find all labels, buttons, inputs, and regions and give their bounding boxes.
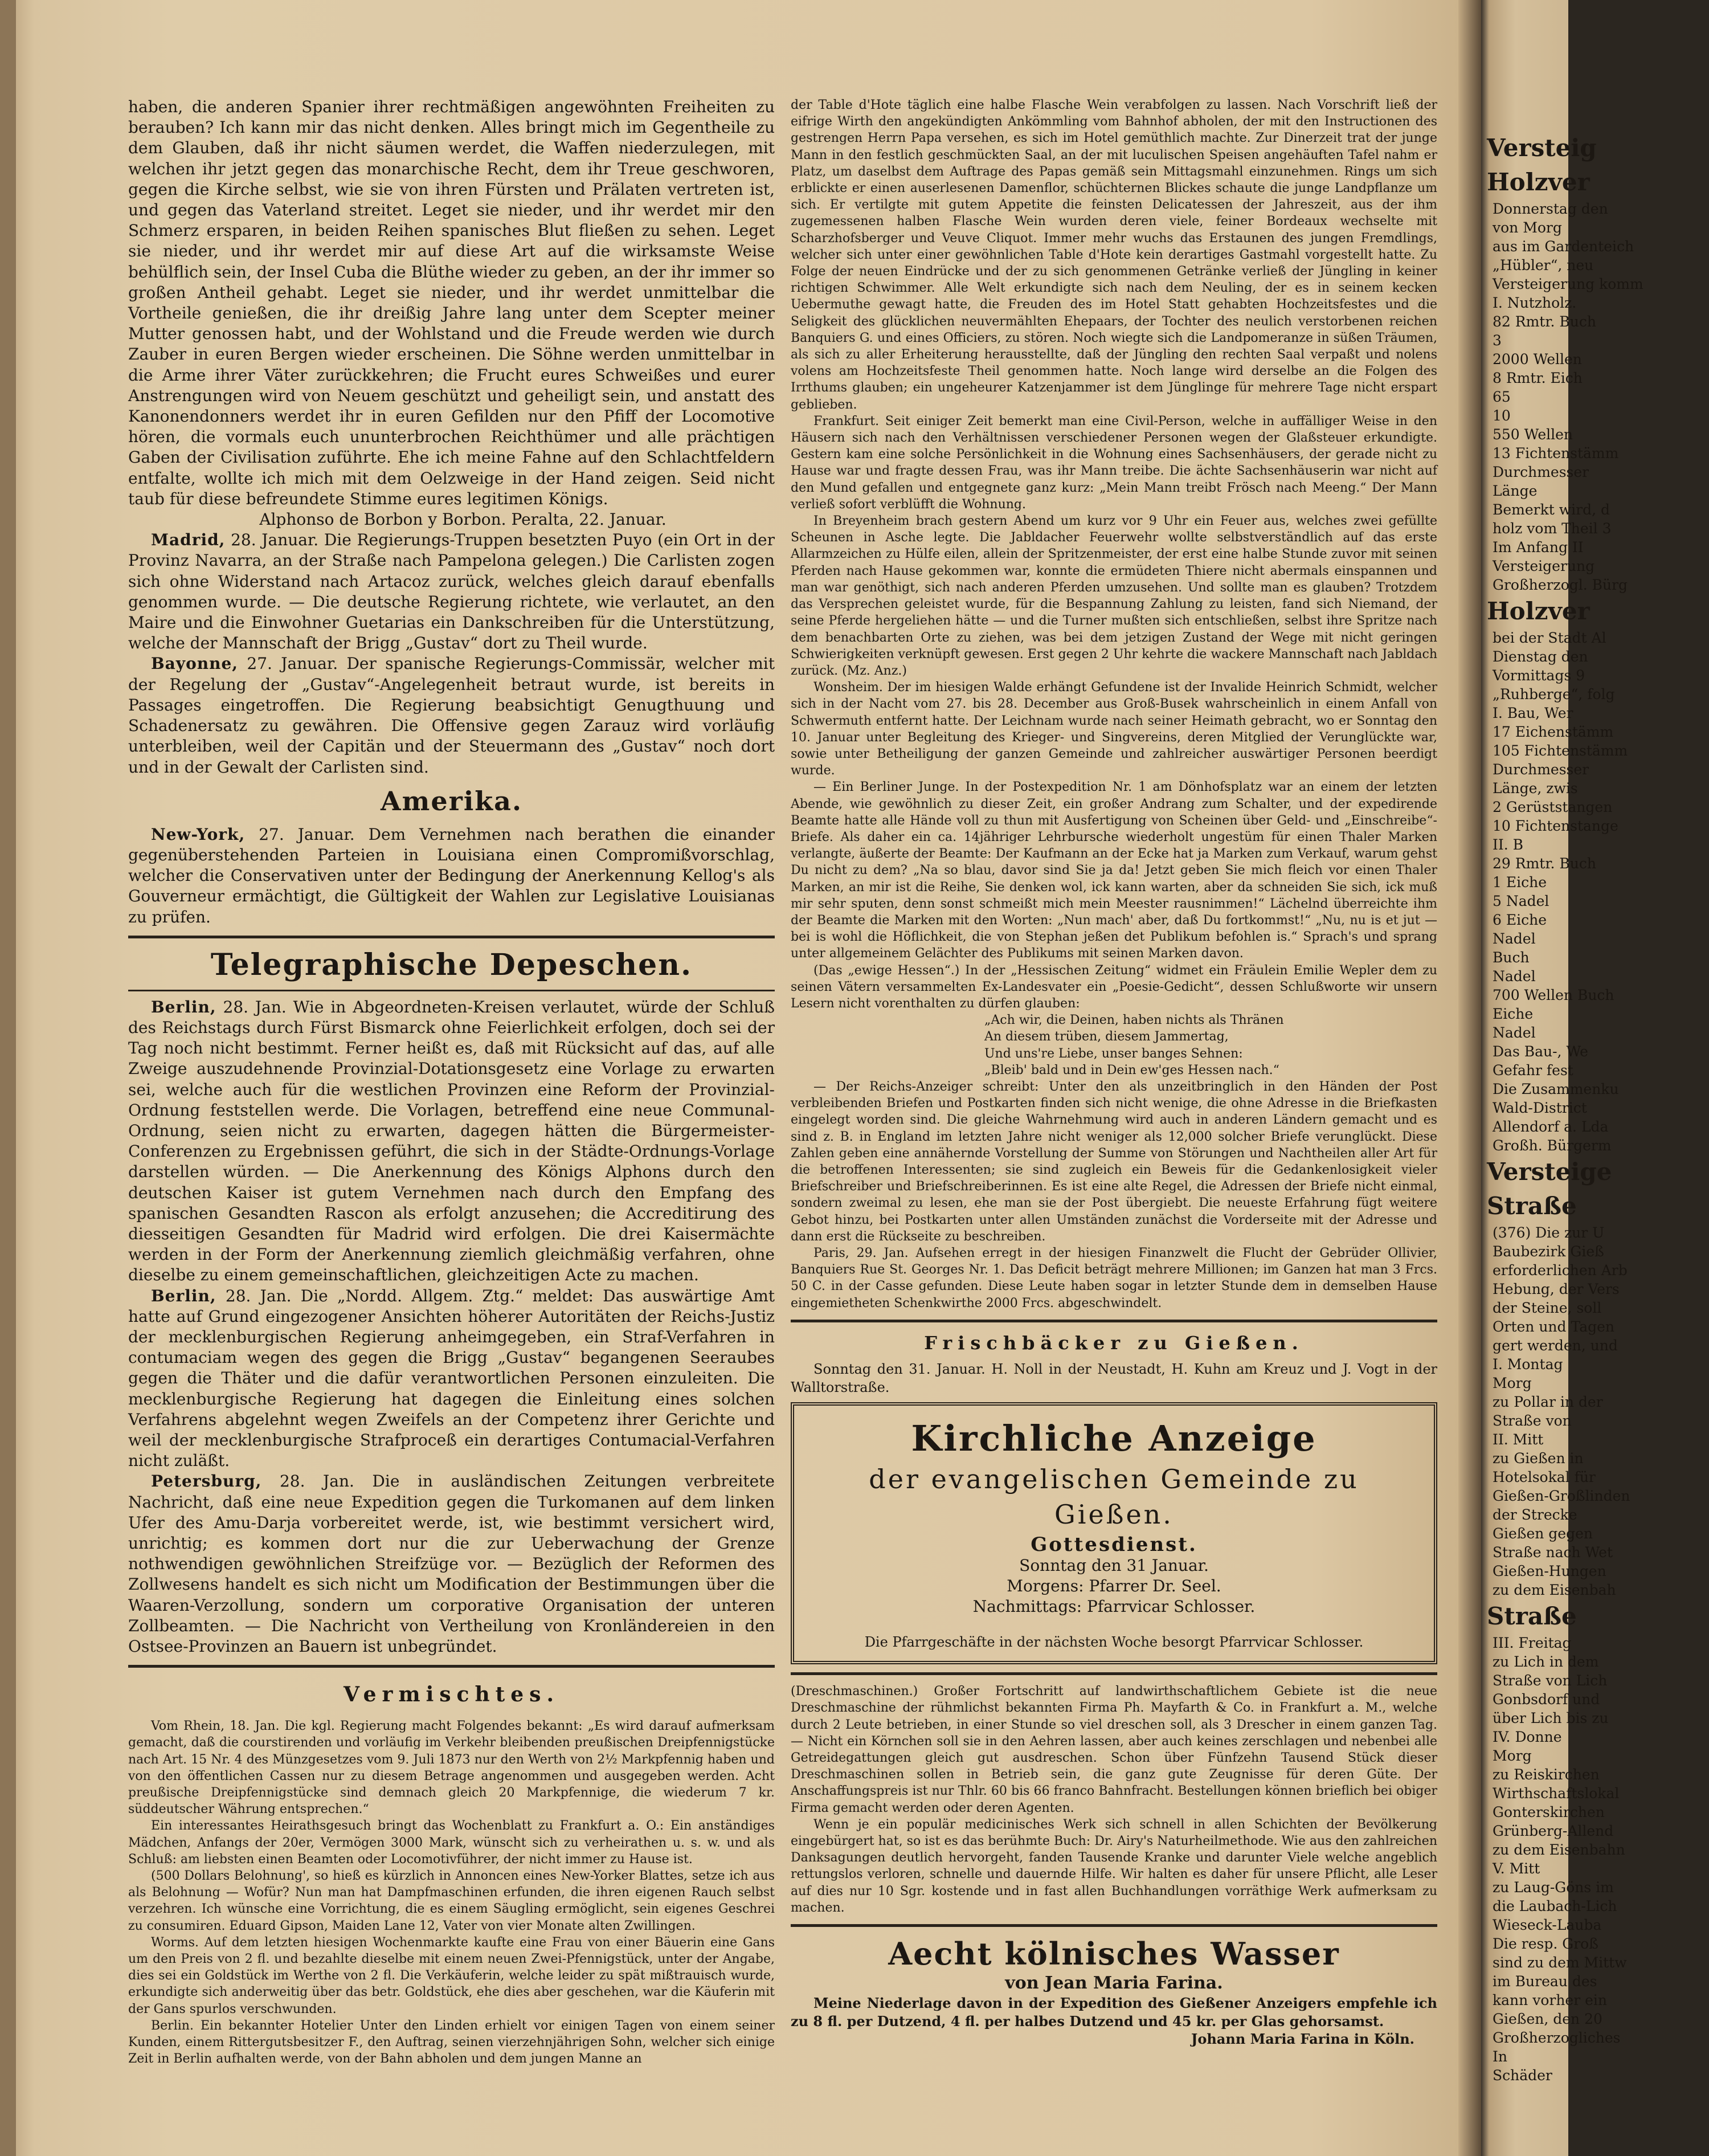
adjacent-page-line: zu Reiskirchen <box>1493 1766 1600 1783</box>
news-item: Ein interessantes Heirathsgesuch bringt das Wochenblatt zu Frankfurt a. O.: Ein anständiges Mädchen, Anfangs der 20er, Vermögen 3000 Mark, wünscht sich zu verheirathen u. s. w. und als Schluß: am liebsten einen Beamten oder Locomotivführer, der nicht immer zu Hause ist. <box>128 1819 775 1867</box>
adjacent-page-line: II. Mitt <box>1493 1431 1544 1448</box>
adjacent-page-line: 700 Wellen Buch <box>1493 987 1614 1003</box>
adjacent-page-line: I. Montag <box>1493 1356 1563 1373</box>
adjacent-page-line: Orten und Tagen <box>1493 1318 1615 1335</box>
adjacent-page-line: zu dem Eisenbah <box>1493 1582 1616 1598</box>
adjacent-page-line: Gießen-Großlinden <box>1493 1488 1630 1504</box>
news-item: (Das „ewige Hessen“.) In der „Hessischen Zeitung“ widmet ein Fräulein Emilie Wepler dem zu seinen Vätern versammelten Ex-Landesvater ein „Poesie-Gedicht“, dessen Schlußworte wir unsern Lesern nicht vorenthalten zu dürfen glauben: <box>791 963 1437 1011</box>
news-item: — Der Reichs-Anzeiger schreibt: Unter den als unzeitbringlich in den Händen der Post verbleibenden Briefen und Postkarten finden sich nicht wenige, die ohne Adresse in die Briefkasten eingelegt worden sind. Die gleiche Wahrnehmung wird auch in anderen Ländern gemacht und es sind z. B. in England im letzten Jahre nicht weniger als 12,000 solcher Briefe verunglückt. Diese Zahlen geben eine annähernde Vorstellung der Summe von Störungen und Nachtheilen aller Art für die betroffenen Interessenten; sie sind zugleich ein Beweis für die Gedankenlosigkeit vieler Briefschreiber und Briefschreiberinnen. Es ist eine alte Regel, die Adressen der Briefe nicht einmal, sondern zweimal zu lesen, ehe man sie der Post übergiebt. Die neueste Erfahrung fügt weitere Gebot hinzu, bei Postkarten unter allen Umständen zunächst die Vorderseite mit der Adresse und dann erst die Rückseite zu beschreiben. <box>791 1079 1437 1244</box>
news-item: Berlin. Ein bekannter Hotelier Unter den Linden erhielt vor einigen Tagen von einem seiner Kunden, einem Rittergutsbesitzer F., den Auftrag, seinen vierzehnjährigen Sohn, welcher sich einige Zeit in Berlin aufhalten werde, von der Bahn abholen und dem jungen Manne an <box>128 2018 775 2067</box>
adjacent-page-line: Vormittags 9 <box>1493 667 1585 684</box>
section-heading-amerika: Amerika. <box>380 785 523 816</box>
advertisement-wasser-title: Aecht kölnisches Wasser <box>888 1936 1340 1973</box>
adjacent-page-line: (376) Die zur U <box>1493 1224 1605 1241</box>
news-item: Frankfurt. Seit einiger Zeit bemerkt man eine Civil-Person, welche in auffälliger Weise in den Häusern sich nach den Verhältnissen verschiedener Personen wegen der Glaßsteuer erkundigte. Gestern kam eine solche Persönlichkeit in die Wohnung eines Sachsenhäusers, der gerade nicht zu Hause war und fragte dessen Frau, was ihr Mann treibe. Die ächte Sachsenhäuserin war nicht auf den Mund gefallen und entgegnete ganz kurz: „Mein Mann treibt Frösch nach Meeng.“ Der Mann verließ sofort verblüfft die Wohnung. <box>791 414 1437 512</box>
adjacent-page-line: Straße von Lich <box>1493 1672 1608 1689</box>
adjacent-page-line: 10 Fichtenstange <box>1493 818 1618 834</box>
adjacent-page-strip <box>1481 0 1643 2156</box>
adjacent-page-line: 550 Wellen <box>1493 426 1573 443</box>
adjacent-page-line: Dienstag den <box>1493 648 1588 665</box>
adjacent-page-line: Nadel <box>1493 968 1536 985</box>
adjacent-page-line: Baubezirk Gieß <box>1493 1243 1604 1260</box>
adjacent-page-line: Länge, zwis <box>1493 780 1578 797</box>
adjacent-page-line: Bemerkt wird, d <box>1493 501 1610 518</box>
news-item: — Ein Berliner Junge. In der Postexpedition Nr. 1 am Dönhofsplatz war an einem der letzten Abende, wie gewöhnlich zu dieser Zeit, ein großer Andrang zum Schalter, und der expedirende Beamte hatte alle Hände voll zu thun mit Ausfertigung von Scheinen über Geld- und „Einschreibe“-Briefe. Als daher ein ca. 14jähriger Lehrbursche wiederholt ungestüm für einen Thaler Marken verlangte, äußerte der Beamte: Der Kaufmann an der Ecke hat ja Marken zum Verkauf, warum gehst Du nicht zu dem? „Na so blau, davor sind Sie ja da! Jetzt geben Sie mich fleich vor einen Thaler Marken, an mir ist die Reihe, Sie denken wol, ick kann warten, aber da schneiden Sie sich, ick muß mir sehr sputen, denn sonst schmeißt mich mein Meester rausnimmen!“ Lächelnd überreichte ihm der Beamte die Marken mit den Worten: „Nun mach' aber, daß Du fortkommst!“ „Nu, nu is et jut — bei is wohl die Höflichkeit, die von Stephan jeßen det Publikum befohlen is.“ Sprach's und sprang unter allgemeinem Gelächter des Publikums mit seinen Marken davon. <box>791 780 1437 961</box>
dispatch-text: 28. Jan. Wie in Abgeordneten-Kreisen verlautet, würde der Schluß des Reichstags durch Fürst Bismarck ohne Feierlichkeit erfolgen, doch sei der Tag noch nicht bestimmt. Ferner heißt es, daß mit Rücksicht auf das, auf alle Zweige auszudehnende Provinzial-Dotationsgesetz eine Vorlage zu erwarten sei, welche auch für die westlichen Provinzen eine Reform der Provinzial-Ordnung feststellen werde. Die Vorlagen, betreffend eine neue Communal-Ordnung, seien nicht zu erwarten, dagegen hätten die Bürgermeister-Conferenzen zu Ergebnissen geführt, die sich in der Städte-Ordnungs-Vorlage darstellen würden. — Die Anerkennung des Königs Alphons durch den deutschen Kaiser ist gutem Vernehmen nach durch den Empfang des spanischen Gesandten Rascon als erfolgt anzusehen; die Accreditirung des diesseitigen Gesandten für Madrid wird erfolgen. Die drei Kaisermächte werden in der Form der Anerkennung ziemlich gleichmäßig verfahren, ohne dieselbe zu einem gemeinschaftlichen, gleichzeitigen Acte zu machen. <box>128 997 775 1285</box>
service-heading: Gottesdienst. <box>1031 1533 1197 1556</box>
news-item: der Table d'Hote täglich eine halbe Flasche Wein verabfolgen zu lassen. Nach Vorschrift ließ der eifrige Wirth den angekündigten Ankömmling vom Bahnhof abholen, der mit den Instructionen des gestrengen Herrn Papa versehen, es sich im Hotel gemüthlich machte. Zur Dinerzeit trat der junge Mann in den festlich geschmückten Saal, an der mit luculischen Speisen angehäuften Tafel nahm er Platz, um daselbst dem Auftrage des Papas gemäß sein Mittagsmahl einzunehmen. Rings um sich erblickte er einen auserlesenen Damenflor, schüchternen Blickes schaute die junge Landpflanze um sich. Er vertilgte mit gutem Appetite die feinsten Delicatessen der Jahreszeit, aus der ihm zugemessenen halben Flasche Wein wurden deren viele, feiner Bordeaux wechselte mit Scharzhofsberger und Veuve Cliquot. Immer mehr wuchs das Erstaunen des jungen Fremdlings, welcher sich unter einer gewöhnlichen Table d'Hote kein derartiges Gastmahl vorgestellt hatte. Zu Folge der neuen Eindrücke und der zu sich genommenen Getränke verließ der Jüngling in keiner richtigen Schwimmer. Alle Welt erkundigte sich nach dem Neuling, der es in seinem kecken Uebermuthe gewagt hatte, die Freuden des im Hotel Statt gehabten Hochzeitsfestes und die Seligkeit des glücklichen neuvermählten Ehepaars, der Tochter des neulich verstorbenen reichen Banquiers G. und eines Officiers, zu stören. Noch wiegte sich die Landpomeranze in süßen Träumen, als sich zu aller Erheiterung herausstellte, daß der Jüngling den rechten Saal verpaßt und nolens volens am Hochzeitsfeste Theil genommen hatte. Noch lange wird derselbe an die Folgen des Irrthums glauben; ein ungeheurer Katzenjammer ist dem Jünglinge für mehrere Tage nicht erspart geblieben. <box>791 98 1437 412</box>
adjacent-page-heading: Holzver <box>1487 597 1590 625</box>
page-gutter-shadow <box>1458 0 1481 2156</box>
adjacent-page-line: Wieseck-Lauba <box>1493 1917 1602 1933</box>
adjacent-page-line: In <box>1493 2048 1507 2065</box>
adjacent-page-line: Straße von <box>1493 1412 1572 1429</box>
poem-line: „Ach wir, die Deinen, haben nichts als Thränen <box>984 1013 1284 1028</box>
column-right <box>791 97 1437 2047</box>
adjacent-page-line: Straße nach Wet <box>1493 1544 1613 1561</box>
adjacent-page-line: II. B <box>1493 836 1524 853</box>
dispatch-berlin <box>128 997 775 1286</box>
adjacent-page-line: Gießen, den 20 <box>1493 2011 1602 2027</box>
church-notice-title: Kirchliche Anzeige <box>911 1417 1317 1459</box>
adjacent-page-line: 10 <box>1493 407 1511 424</box>
adjacent-page-line: aus im Gardenteich <box>1493 238 1634 255</box>
news-item: Worms. Auf dem letzten hiesigen Wochenmarkte kaufte eine Frau von einer Bäuerin eine Gans um den Preis von 2 fl. und bezahlte dieselbe mit einem neuen Zwei-Pfennigstück, unter der Angabe, dies sei ein Goldstück im Werthe von 2 fl. Die Verkäuferin, welche leider zu spät mißtrauisch wurde, erkundigte sich anderweitig über das betr. Goldstück, ehe dies aber geschehen, war die Käuferin mit der Gans spurlos verschwunden. <box>128 1935 775 2016</box>
adjacent-page-line: bei der Stadt Al <box>1493 630 1606 646</box>
article-signature: Alphonso de Borbon y Borbon. Peralta, 22. Januar. <box>259 510 667 529</box>
service-morning: Morgens: Pfarrer Dr. Seel. <box>1007 1577 1221 1596</box>
adjacent-page-line: erforderlichen Arb <box>1493 1262 1628 1279</box>
adjacent-page-line: holz vom Theil 3 <box>1493 520 1612 537</box>
church-notice-footer: Die Pfarrgeschäfte in der nächsten Woche besorgt Pfarrvicar Schlosser. <box>864 1634 1364 1651</box>
dispatch-place: Petersburg, <box>151 1472 262 1491</box>
adjacent-page-line: Donnerstag den <box>1493 201 1608 217</box>
adjacent-page-line: Durchmesser <box>1493 464 1589 480</box>
page-binding-edge <box>0 0 16 2156</box>
adjacent-page-heading: Straße <box>1487 1602 1577 1630</box>
adjacent-page-line: 65 <box>1493 389 1511 405</box>
dispatch-bayonne <box>128 654 775 777</box>
adjacent-page-line: im Bureau des <box>1493 1973 1597 1990</box>
adjacent-page-line: 6 Eiche <box>1493 912 1547 928</box>
adjacent-page-line: zu Pollar in der <box>1493 1394 1603 1410</box>
adjacent-page-line: Versteigerung <box>1493 558 1595 574</box>
adjacent-page-line: zu Laug-Göns im <box>1493 1879 1614 1896</box>
adjacent-page-line: 5 Nadel <box>1493 893 1549 909</box>
adjacent-page-line: Allendorf a. Lda <box>1493 1118 1609 1135</box>
adjacent-page-line: 1 Eiche <box>1493 874 1547 891</box>
dispatch-place: Madrid, <box>151 530 226 550</box>
adjacent-page-line: I. Nutzholz. <box>1493 295 1577 311</box>
dispatch-text: 27. Januar. Der spanische Regierungs-Commissär, welcher mit der Regelung der „Gustav“-Angelegenheit betraut wurde, ist bereits in Passages eingetroffen. Die Regierung beabsichtigt Genugthuung und Schadenersatz zu gewähren. Die Offensive gegen Zarauz wird vorläufig unterbleiben, weil der Capitän und der Steuermann des „Gustav“ noch dort und in der Gewalt der Carlisten sind. <box>128 654 775 777</box>
adjacent-page-line: Buch <box>1493 949 1530 966</box>
adjacent-page-line: 82 Rmtr. Buch <box>1493 313 1597 330</box>
adjacent-page-line: Gonbsdorf und <box>1493 1691 1600 1708</box>
dispatch-text: 28. Jan. Die „Nordd. Allgem. Ztg.“ meldet: Das auswärtige Amt hatte auf Grund eingezogener Ansichten höherer Autoritäten der Reichs-Justiz der mecklenburgischen Regierung anheimgegeben, ein Straf-Verfahren in contumaciam wegen des gegen die Brigg „Gustav“ begangenen Seeraubes gegen die Thäter und die dafür verantwortlichen Personen einzuleiten. Die mecklenburgische Regierung hat dagegen die Einleitung eines solchen Verfahrens abgelehnt wegen Zweifels an der Competenz ihrer Gerichte und weil der mecklenburgische Strafproceß ein derartiges Contumacial-Verfahren nicht zuläßt. <box>128 1286 775 1471</box>
adjacent-page-line: zu dem Eisenbahn <box>1493 1841 1625 1858</box>
adjacent-page-heading: Holzver <box>1487 168 1590 196</box>
advertisement-dreschmaschinen: (Dreschmaschinen.) Großer Fortschritt auf landwirthschaftlichem Gebiete ist die neue Dreschmaschine der rühmlichst bekannten Firma Ph. Mayfarth & Co. in Frankfurt a. M., welche durch 2 Leute betrieben, in einer Stunde so viel dreschen soll, als 3 Drescher in einem ganzen Tag. — Nicht ein Körnchen soll sie in den Aehren lassen, aber auch keines zerschlagen und nebenbei alle Getreidegattungen gleich gut ausdreschen. Schon über Fünfzehn Tausend Stück dieser Dreschmaschinen sollen in Betrieb sein, die ganz gute Zeugnisse für deren Güte. Der Anschaffungspreis ist nur Thlr. 60 bis 66 franco Bahnfracht. Bestellungen können brieflich bei obiger Firma gemacht werden oder deren Agenten. <box>791 1684 1437 1815</box>
adjacent-page-line: Eiche <box>1493 1006 1534 1022</box>
news-item: Vom Rhein, 18. Jan. Die kgl. Regierung macht Folgendes bekannt: „Es wird darauf aufmerksam gemacht, daß die courstirenden und vorläufig im Verkehr bleibenden preußischen Dreipfennigstücke nach Art. 15 Nr. 4 des Münzgesetzes vom 9. Juli 1873 nur den Werth von 2½ Markpfennig haben und von den öffentlichen Cassen nur zu diesem Betrage angenommen und ausgegeben werden. Acht preußische Dreipfennigstücke sind demnach gleich 20 Markpfennige, die wiederum 7 kr. süddeutscher Währung entsprechen.“ <box>128 1719 775 1817</box>
adjacent-page-line: Gießen-Hungen <box>1493 1563 1606 1579</box>
adjacent-page-line: der Strecke <box>1493 1506 1577 1523</box>
adjacent-page-line: „Hübler“, neu <box>1493 257 1594 273</box>
dispatch-berlin <box>128 1286 775 1472</box>
adjacent-page-line: der Steine, soll <box>1493 1300 1602 1316</box>
news-item: (500 Dollars Belohnung', so hieß es kürzlich in Annoncen eines New-Yorker Blattes, setze ich aus als Belohnung — Wofür? Nun man hat Dampfmaschinen erfunden, die ihren eigenen Rauch selbst verzehren. Ich wünsche eine Vorrichtung, die es einem Säugling ermöglicht, sein eigenes Geschrei zu consumiren. Eduard Gipson, Maiden Lane 12, Vater von vier Monate alten Zwillingen. <box>128 1869 775 1933</box>
section-divider <box>791 1320 1437 1322</box>
adjacent-page-line: 105 Fichtenstämm <box>1493 742 1628 759</box>
adjacent-page-line: Durchmesser <box>1493 761 1589 778</box>
dispatch-text: 28. Jan. Die in ausländischen Zeitungen verbreitete Nachricht, daß eine neue Expedition gegen die Turkomanen auf dem linken Ufer des Amu-Darja vorbereitet werde, ist, wie bestimmt versichert wird, unrichtig; es kommen dort nur die zur Ueberwachung der Grenze nothwendigen gewöhnlichen Streifzüge vor. — Bezüglich der Reformen des Zollwesens handelt es sich nicht um Modification der Bestimmungen über die Waaren-Verzollung, sondern um corporative Organisation der unteren Zollbeamten. — Die Nachricht von Vertheilung von Kronländereien in den Ostsee-Provinzen an Bauern ist unbegründet. <box>128 1472 775 1656</box>
advertisement-wasser-sign: Johann Maria Farina in Köln. <box>1191 2031 1414 2048</box>
adjacent-page-heading: Versteig <box>1487 134 1597 162</box>
dispatch-place: Berlin, <box>151 997 216 1016</box>
adjacent-page-line: Großh. Bürgerm <box>1493 1137 1612 1154</box>
adjacent-page-line: V. Mitt <box>1493 1860 1540 1877</box>
bakery-notice: Sonntag den 31. Januar. H. Noll in der Neustadt, H. Kuhn am Kreuz und J. Vogt in der Walltorstraße. <box>791 1361 1437 1395</box>
adjacent-page-line: „Ruhberge“, folg <box>1493 686 1615 703</box>
adjacent-page-line: IV. Donne <box>1493 1729 1562 1745</box>
adjacent-page-line: 17 Eichenstämm <box>1493 724 1614 740</box>
news-item: In Breyenheim brach gestern Abend um kurz vor 9 Uhr ein Feuer aus, welches zwei gefüllte Scheunen in Asche legte. Die Jabldacher Feuerwehr wollte selbstverständlich auf das erste Allarmzeichen zu Hülfe eilen, allein der Spritzenmeister, der erst eine halbe Stunde zuvor mit seinen Pferden nach Hause gekommen war, konnte die ermüdeten Thiere nicht abermals einspannen und man war genöthigt, sich nach anderen Pferden umzusehen. Und sollte man es glauben? Trotzdem das Versprechen geleistet wurde, für die Bespannung Zahlung zu leisten, fand sich Niemand, der seine Pferde hergeliehen hätte — und die Turner mußten sich entschließen, selbst ihre Spritze nach dem benachbarten Orte zu ziehen, was bei dem jetzigen Zustand der Wege mit nicht geringen Schwierigkeiten verknüpft gewesen. Erst gegen 2 Uhr kehrte die wackere Mannschaft nach Jabldach zurück. (Mz. Anz.) <box>791 514 1437 678</box>
adjacent-page-line: die Laubach-Lich <box>1493 1898 1617 1914</box>
advertisement-airy: Wenn je ein populär medicinisches Werk sich schnell in allen Schichten der Bevölkerung eingebürgert hat, so ist es das berühmte Buch: Dr. Airy's Naturheilmethode. Wie aus den zahlreichen Danksagungen deutlich hervorgeht, fanden Tausende Kranke und darunter Viele welche angeblich rettungslos verloren, schnelle und dauernde Hilfe. Wir halten es daher für unsere Pflicht, alle Leser auf dies nur 10 Sgr. kostende und in fast allen Buchhandlungen vorräthige Werk aufmerksam zu machen. <box>791 1817 1437 1915</box>
news-item: Paris, 29. Jan. Aufsehen erregt in der hiesigen Finanzwelt die Flucht der Gebrüder Ollivier, Banquiers Rue St. Georges Nr. 1. Das Deficit beträgt mehrere Millionen; im Ganzen hat man 3 Frcs. 50 C. in der Casse gefunden. Diese Leute haben sogar in letzter Stunde dem in demselben Hause eingemietheten Schenkwirthe 2000 Frcs. abgeschwindelt. <box>791 1246 1437 1310</box>
adjacent-page-line: Nadel <box>1493 1024 1536 1041</box>
adjacent-page-line: Die resp. Groß <box>1493 1936 1598 1952</box>
section-heading-frischbacker: Frischbäcker zu Gießen. <box>924 1332 1304 1354</box>
dispatch-madrid <box>128 530 775 654</box>
dispatch-newyork <box>128 824 775 928</box>
section-heading-vermischtes: Vermischtes. <box>344 1683 559 1707</box>
adjacent-page-line: Wirthschaftslokal <box>1493 1785 1620 1802</box>
adjacent-page-line: 29 Rmtr. Buch <box>1493 855 1597 872</box>
news-item: Wonsheim. Der im hiesigen Walde erhängt Gefundene ist der Invalide Heinrich Schmidt, welcher sich in der Nacht vom 27. bis 28. December aus Groß-Busek wahrscheinlich in einem Anfall von Schwermuth entfernt hatte. Der Leichnam wurde nach seiner Heimath gebracht, wo er Sonntag den 10. Januar unter Begleitung des Krieger- und Singvereins, deren Mitglied der Verunglückte war, sowie unter Betheiligung der ganzen Gemeinde und zahlreicher auswärtiger Personen beerdigt wurde. <box>791 680 1437 778</box>
adjacent-page-line: Großherzogl. Bürg <box>1493 577 1628 593</box>
adjacent-page-line: Gonterskirchen <box>1493 1804 1605 1820</box>
adjacent-page-line: Das Bau-, We <box>1493 1043 1588 1060</box>
adjacent-page-line: Wald-District <box>1493 1100 1587 1116</box>
adjacent-page-line: 3 <box>1493 332 1502 349</box>
dispatch-place: Berlin, <box>151 1286 216 1305</box>
adjacent-page-line: 2 Gerüststangen <box>1493 799 1613 815</box>
adjacent-page-line: Morg <box>1493 1375 1532 1391</box>
adjacent-page-line: über Lich bis zu <box>1493 1710 1609 1726</box>
adjacent-page-line: Gießen gegen <box>1493 1525 1593 1542</box>
church-notice-box <box>791 1402 1437 1664</box>
advertisement-wasser-from: von Jean Maria Farina. <box>1005 1973 1223 1994</box>
section-divider <box>128 1665 775 1668</box>
poem-line: Und uns're Liebe, unser banges Sehnen: <box>984 1046 1243 1061</box>
church-notice-subtitle: der evangelischen Gemeinde zu Gießen. <box>869 1463 1359 1530</box>
service-date: Sonntag den 31 Januar. <box>1019 1556 1209 1575</box>
adjacent-page-line: Schäder <box>1493 2067 1552 2084</box>
section-divider <box>791 1672 1437 1675</box>
adjacent-page-heading: Versteige <box>1487 1158 1612 1186</box>
section-heading-telegraph: Telegraphische Depeschen. <box>210 947 693 982</box>
adjacent-page-line: Morg <box>1493 1747 1532 1764</box>
adjacent-page-line: gert werden, und <box>1493 1337 1618 1354</box>
adjacent-page-line: Grünberg-Allend <box>1493 1823 1614 1839</box>
adjacent-page-line: Versteigerung komm <box>1493 276 1643 292</box>
adjacent-page-line: zu Lich in dem <box>1493 1653 1599 1670</box>
adjacent-page-line: I. Bau, Wer <box>1493 705 1573 721</box>
adjacent-page-line: III. Freitag <box>1493 1635 1572 1651</box>
adjacent-page-line: Nadel <box>1493 930 1536 947</box>
adjacent-page-line: von Morg <box>1493 219 1562 236</box>
article-paragraph: haben, die anderen Spanier ihrer rechtmäßigen angewöhnten Freiheiten zu berauben? Ich kann mir das nicht denken. Alles bringt mich im Gegentheile zu dem Glauben, daß ihr nicht säumen werdet, die Waffen niederzulegen, mit welchen ihr jetzt gegen das monarchische Recht, dem ihr Treue geschworen, gegen die Kirche selbst, wie sie von ihren Fürsten und Prälaten vertreten ist, und gegen das Vaterland streitet. Leget sie nieder, und ihr werdet mir den Schmerz ersparen, in beiden Reihen spanisches Blut fließen zu sehen. Leget sie nieder, und ihr werdet mir auf diese Art auf die wirksamste Weise behülflich sein, der Insel Cuba die Blüthe wieder zu geben, an der ihr immer so großen Antheil gehabt. Leget sie nieder, und ihr werdet unmittelbar die Vortheile genießen, die ihr dreißig Jahre lang unter dem Scepter meiner Mutter genossen habt, und der Wohlstand und die Freude werden wie durch Zauber in euren Bergen wieder erscheinen. Die Söhne werden unmittelbar in die Arme ihrer Väter zurückkehren; die Frucht eures Schweißes und eurer Anstrengungen wird von Neuem geschützt und geheiligt sein, und anstatt des Kanonendonners werdet ihr in euren Gefilden nur den Pfiff der Locomotive hören, die vormals euch ununterbrochen Reichthümer und alle prächtigen Gaben der Civilisation zuführte. Ehe ich meine Fahne auf den Schlachtfeldern entfalte, wollte ich mich mit dem Oelzweige in der Hand zeigen. Seid nicht taub für diese befreundete Stimme eures legitimen Königs. <box>128 97 775 508</box>
adjacent-page-line: kann vorher ein <box>1493 1992 1608 2008</box>
adjacent-page-line: Hebung, der Vers <box>1493 1281 1620 1297</box>
dispatch-text: 28. Januar. Die Regierungs-Truppen besetzten Puyo (ein Ort in der Provinz Navarra, an der Straße nach Pampelona gelegen.) Die Carlisten zogen sich ohne Widerstand nach Artacoz zurück, welches gleich darauf ebenfalls genommen wurde. — Die deutsche Regierung richtete, wie verlautet, an den Maire und die Einwohner Guetarias ein Dankschreiben für die Unterstützung, welche der Mannschaft der Brigg „Gustav“ dort zu Theil wurde. <box>128 530 775 653</box>
adjacent-page-line: Die Zusammenku <box>1493 1081 1619 1097</box>
adjacent-page-line: Hotelsokal für <box>1493 1469 1596 1485</box>
adjacent-page-line: Gefahr fest <box>1493 1062 1573 1079</box>
adjacent-page-heading: Straße <box>1487 1192 1577 1220</box>
service-afternoon: Nachmittags: Pfarrvicar Schlosser. <box>972 1597 1256 1616</box>
dispatch-place: Bayonne, <box>151 654 239 673</box>
dispatch-text: 27. Januar. Dem Vernehmen nach berathen die einander gegenüberstehenden Parteien in Louisiana einen Compromißvorschlag, welcher die Conservativen unter der Bedingung der Anerkennung Kellog's als Gouverneur ermächtigt, die Gültigkeit der Wahlen zur Legislative Louisianas zu prüfen. <box>128 824 775 926</box>
adjacent-page-line: Im Anfang II <box>1493 539 1584 556</box>
adjacent-page-line: Länge <box>1493 483 1538 499</box>
advertisement-wasser-text: Meine Niederlage davon in der Expedition des Gießener Anzeigers empfehle ich zu 8 fl. per Dutzend, 4 fl. per halbes Dutzend und 45 kr. per Glas gehorsamst. <box>791 1995 1437 2030</box>
adjacent-page-text <box>1481 131 1709 2085</box>
adjacent-page-line: 2000 Wellen <box>1493 351 1582 368</box>
column-left <box>128 97 775 2067</box>
adjacent-page-line: 13 Fichtenstämm <box>1493 445 1619 462</box>
adjacent-page-line: sind zu dem Mittw <box>1493 1954 1627 1971</box>
adjacent-page-line: 8 Rmtr. Eich <box>1493 370 1583 386</box>
section-divider <box>128 936 775 938</box>
dispatch-place: New-York, <box>151 824 246 844</box>
adjacent-page-line: zu Gießen in <box>1493 1450 1584 1467</box>
poem-line: „Bleib' bald und in Dein ew'ges Hessen nach.“ <box>984 1063 1279 1077</box>
section-divider <box>128 990 775 991</box>
section-divider <box>791 1924 1437 1927</box>
adjacent-page-line: Großherzogliches <box>1493 2030 1621 2046</box>
dispatch-petersburg <box>128 1471 775 1657</box>
poem-line: An diesem trüben, diesem Jammertag, <box>984 1030 1229 1044</box>
